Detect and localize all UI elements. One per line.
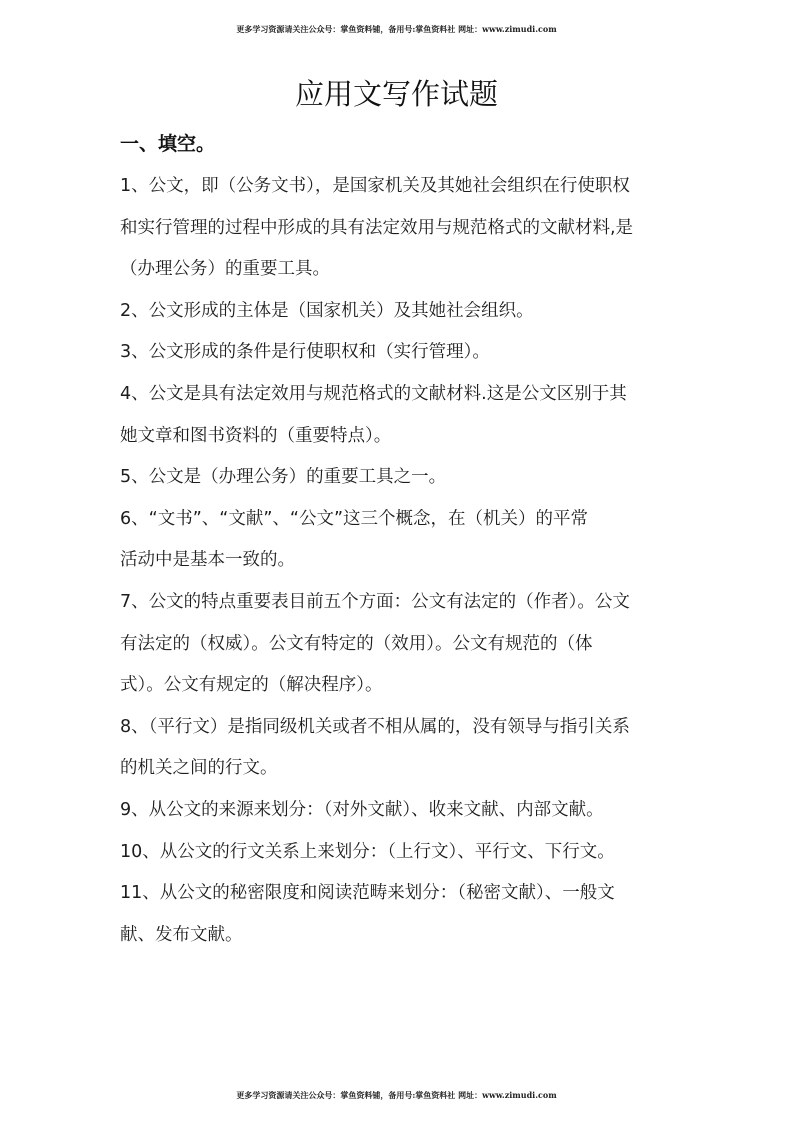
section-heading: 一、填空。 — [120, 133, 216, 155]
text-line: （办理公务）的重要工具。 — [120, 259, 330, 280]
text-line: 2、公文形成的主体是（国家机关）及其她社会组织。 — [120, 300, 534, 321]
text-line: 有法定的（权威）。公文有特定的（效用）。公文有规范的（体 — [120, 633, 593, 654]
text-line: 的机关之间的行文。 — [120, 758, 278, 779]
text-line: 式）。公文有规定的（解决程序）。 — [120, 675, 383, 696]
text-line: 4、公文是具有法定效用与规范格式的文献材料.这是公文区别于其 — [120, 383, 627, 404]
page-title: 应用文写作试题 — [294, 77, 498, 111]
text-line: 10、从公文的行文关系上来划分：（上行文）、平行文、下行文。 — [120, 841, 615, 862]
text-line: 6、“文书”、“文献”、“公文”这三个概念，在（机关）的平常 — [120, 508, 589, 529]
text-line: 11、从公文的秘密限度和阅读范畴来划分：（秘密文献）、一般文 — [120, 883, 615, 904]
page-footer-notice: 更多学习资源请关注公众号：掌鱼资料铺，备用号:掌鱼资料社 网址：www.zimudi.com — [236, 1090, 557, 1100]
text-line: 7、公文的特点重要表目前五个方面：公文有法定的（作者）。公文 — [120, 591, 630, 612]
text-line: 8、（平行文）是指同级机关或者不相从属的，没有领导与指引关系 — [120, 716, 630, 737]
text-line: 她文章和图书资料的（重要特点）。 — [120, 425, 392, 446]
page-header-notice: 更多学习资源请关注公众号：掌鱼资料铺，备用号:掌鱼资料社 网址：www.zimudi.com — [236, 24, 557, 34]
text-line: 献、发布文献。 — [120, 924, 243, 945]
document-body — [120, 166, 675, 956]
text-line: 和实行管理的过程中形成的具有法定效用与规范格式的文献材料,是 — [120, 217, 634, 238]
text-line: 3、公文形成的条件是行使职权和（实行管理）。 — [120, 342, 490, 363]
text-line: 5、公文是（办理公务）的重要工具之一。 — [120, 467, 447, 488]
text-line: 9、从公文的来源来划分：（对外文献）、收来文献、内部文献。 — [120, 799, 604, 820]
text-line: 活动中是基本一致的。 — [120, 550, 295, 571]
text-line: 1、公文，即（公务文书），是国家机关及其她社会组织在行使职权 — [120, 176, 630, 196]
